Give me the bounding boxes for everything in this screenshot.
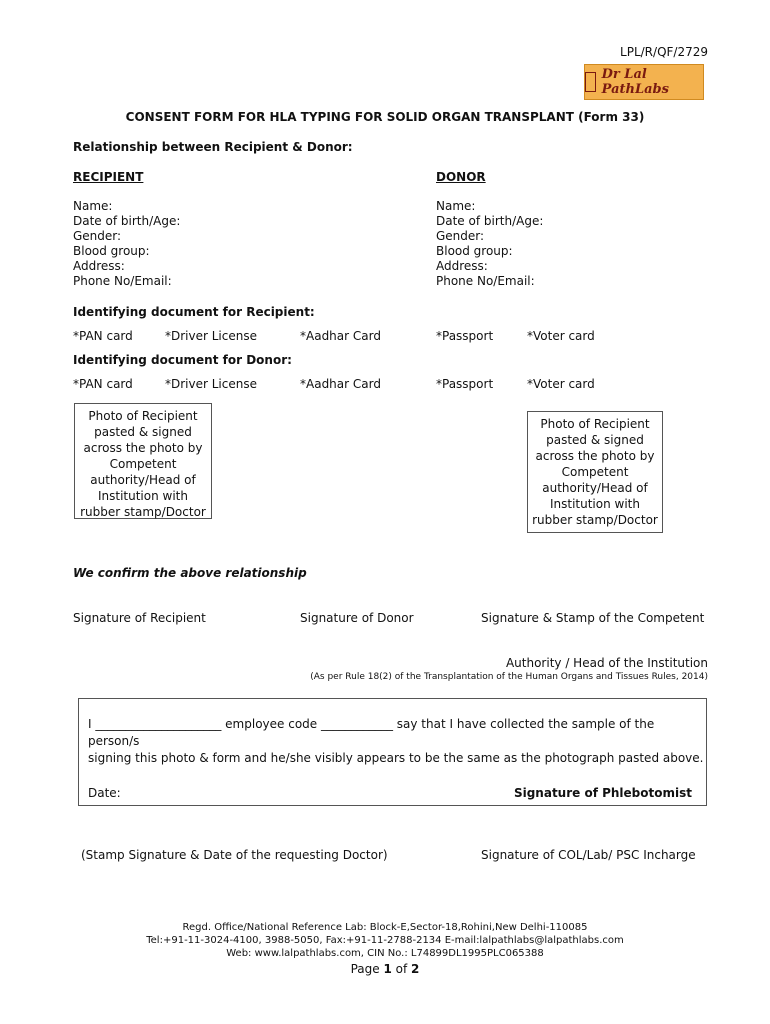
id-recipient-passport: *Passport xyxy=(436,329,494,343)
photo-left-line: Institution with xyxy=(97,489,188,503)
id-donor-passport: *Passport xyxy=(436,377,494,391)
id-recipient-heading: Identifying document for Recipient: xyxy=(73,305,315,319)
donor-field-dob: Date of birth/Age: xyxy=(436,214,544,228)
photo-left-line: across the photo by xyxy=(83,441,203,455)
signature-recipient: Signature of Recipient xyxy=(73,611,206,625)
signature-authority: Authority / Head of the Institution xyxy=(505,656,708,670)
recipient-field-address: Address: xyxy=(73,259,125,273)
recipient-field-dob: Date of birth/Age: xyxy=(73,214,181,228)
form-title: CONSENT FORM FOR HLA TYPING FOR SOLID ORGAN TRANSPLANT (Form 33) xyxy=(125,110,645,124)
recipient-fields xyxy=(73,199,180,289)
photo-left-line: authority/Head of xyxy=(90,473,196,487)
photo-right-line: authority/Head of xyxy=(542,481,648,495)
id-donor-voter: *Voter card xyxy=(527,377,595,391)
photo-right-line: pasted & signed xyxy=(546,433,644,447)
lal-pathlabs-logo xyxy=(584,64,704,100)
rule-note: (As per Rule 18(2) of the Transplantation of the Human Organs and Tissues Rules, 2014) xyxy=(310,672,708,682)
recipient-field-gender: Gender: xyxy=(73,229,122,243)
recipient-field-blood: Blood group: xyxy=(73,244,150,258)
donor-field-phone: Phone No/Email: xyxy=(436,274,535,288)
phlebotomist-signature: Signature of Phlebotomist xyxy=(513,786,692,800)
recipient-heading: RECIPIENT xyxy=(73,170,144,184)
doctor-signature: (Stamp Signature & Date of the requesting Doctor) xyxy=(81,848,388,862)
id-donor-driver: *Driver License xyxy=(165,377,257,391)
donor-field-gender: Gender: xyxy=(436,229,485,243)
donor-field-address: Address: xyxy=(436,259,488,273)
photo-right-line: across the photo by xyxy=(535,449,655,463)
footer-web: Web: www.lalpathlabs.com, CIN No.: L74899DL1995PLC065388 xyxy=(226,948,544,959)
collection-line-2: person/s xyxy=(88,734,140,748)
logo-mark-icon xyxy=(585,72,596,92)
relationship-label: Relationship between Recipient & Donor: xyxy=(73,140,353,154)
photo-left-line: Photo of Recipient xyxy=(88,409,198,423)
page-of: of xyxy=(391,962,412,976)
id-recipient-driver: *Driver License xyxy=(165,329,257,343)
photo-right-line: Photo of Recipient xyxy=(540,417,650,431)
id-recipient-voter: *Voter card xyxy=(527,329,595,343)
signature-donor: Signature of Donor xyxy=(300,611,414,625)
donor-heading: DONOR xyxy=(436,170,486,184)
page-current: 1 xyxy=(383,962,392,976)
id-recipient-aadhar: *Aadhar Card xyxy=(300,329,381,343)
id-recipient-pan: *PAN card xyxy=(73,329,133,343)
photo-left-line: rubber stamp/Doctor xyxy=(80,505,206,519)
collection-date-label: Date: xyxy=(88,786,121,800)
donor-fields xyxy=(436,199,543,289)
collection-line-1: I _____________________ employee code ____________ say that I have collected the sample of the xyxy=(88,717,655,731)
photo-right-line: Competent xyxy=(561,465,629,479)
photo-right-line: Institution with xyxy=(549,497,640,511)
id-donor-aadhar: *Aadhar Card xyxy=(300,377,381,391)
footer-contact: Tel:+91-11-3024-4100, 3988-5050, Fax:+91-11-2788-2134 E-mail:lalpathlabs@lalpathlabs.com xyxy=(146,935,624,946)
recipient-field-phone: Phone No/Email: xyxy=(73,274,172,288)
photo-box-donor xyxy=(527,411,663,533)
photo-right-line: rubber stamp/Doctor xyxy=(532,513,658,527)
page-number xyxy=(0,962,770,976)
photo-left-line: Competent xyxy=(109,457,177,471)
logo-text: Dr Lal PathLabs xyxy=(601,67,669,97)
footer-address: Regd. Office/National Reference Lab: Block-E,Sector-18,Rohini,New Delhi-110085 xyxy=(182,922,588,933)
donor-field-blood: Blood group: xyxy=(436,244,513,258)
col-signature: Signature of COL/Lab/ PSC Incharge xyxy=(481,848,696,862)
page-total: 2 xyxy=(411,962,420,976)
photo-box-recipient xyxy=(74,403,212,519)
id-donor-heading: Identifying document for Donor: xyxy=(73,353,292,367)
signature-competent: Signature & Stamp of the Competent xyxy=(481,611,705,625)
page-prefix: Page xyxy=(350,962,384,976)
document-code: LPL/R/QF/2729 xyxy=(620,45,708,59)
photo-left-line: pasted & signed xyxy=(94,425,192,439)
recipient-field-name: Name: xyxy=(73,199,113,213)
id-donor-pan: *PAN card xyxy=(73,377,133,391)
donor-field-name: Name: xyxy=(436,199,476,213)
sample-collection-box xyxy=(78,698,707,806)
collection-line-3: signing this photo & form and he/she visibly appears to be the same as the photograph pasted above. xyxy=(88,751,704,765)
confirm-text: We confirm the above relationship xyxy=(73,566,307,580)
